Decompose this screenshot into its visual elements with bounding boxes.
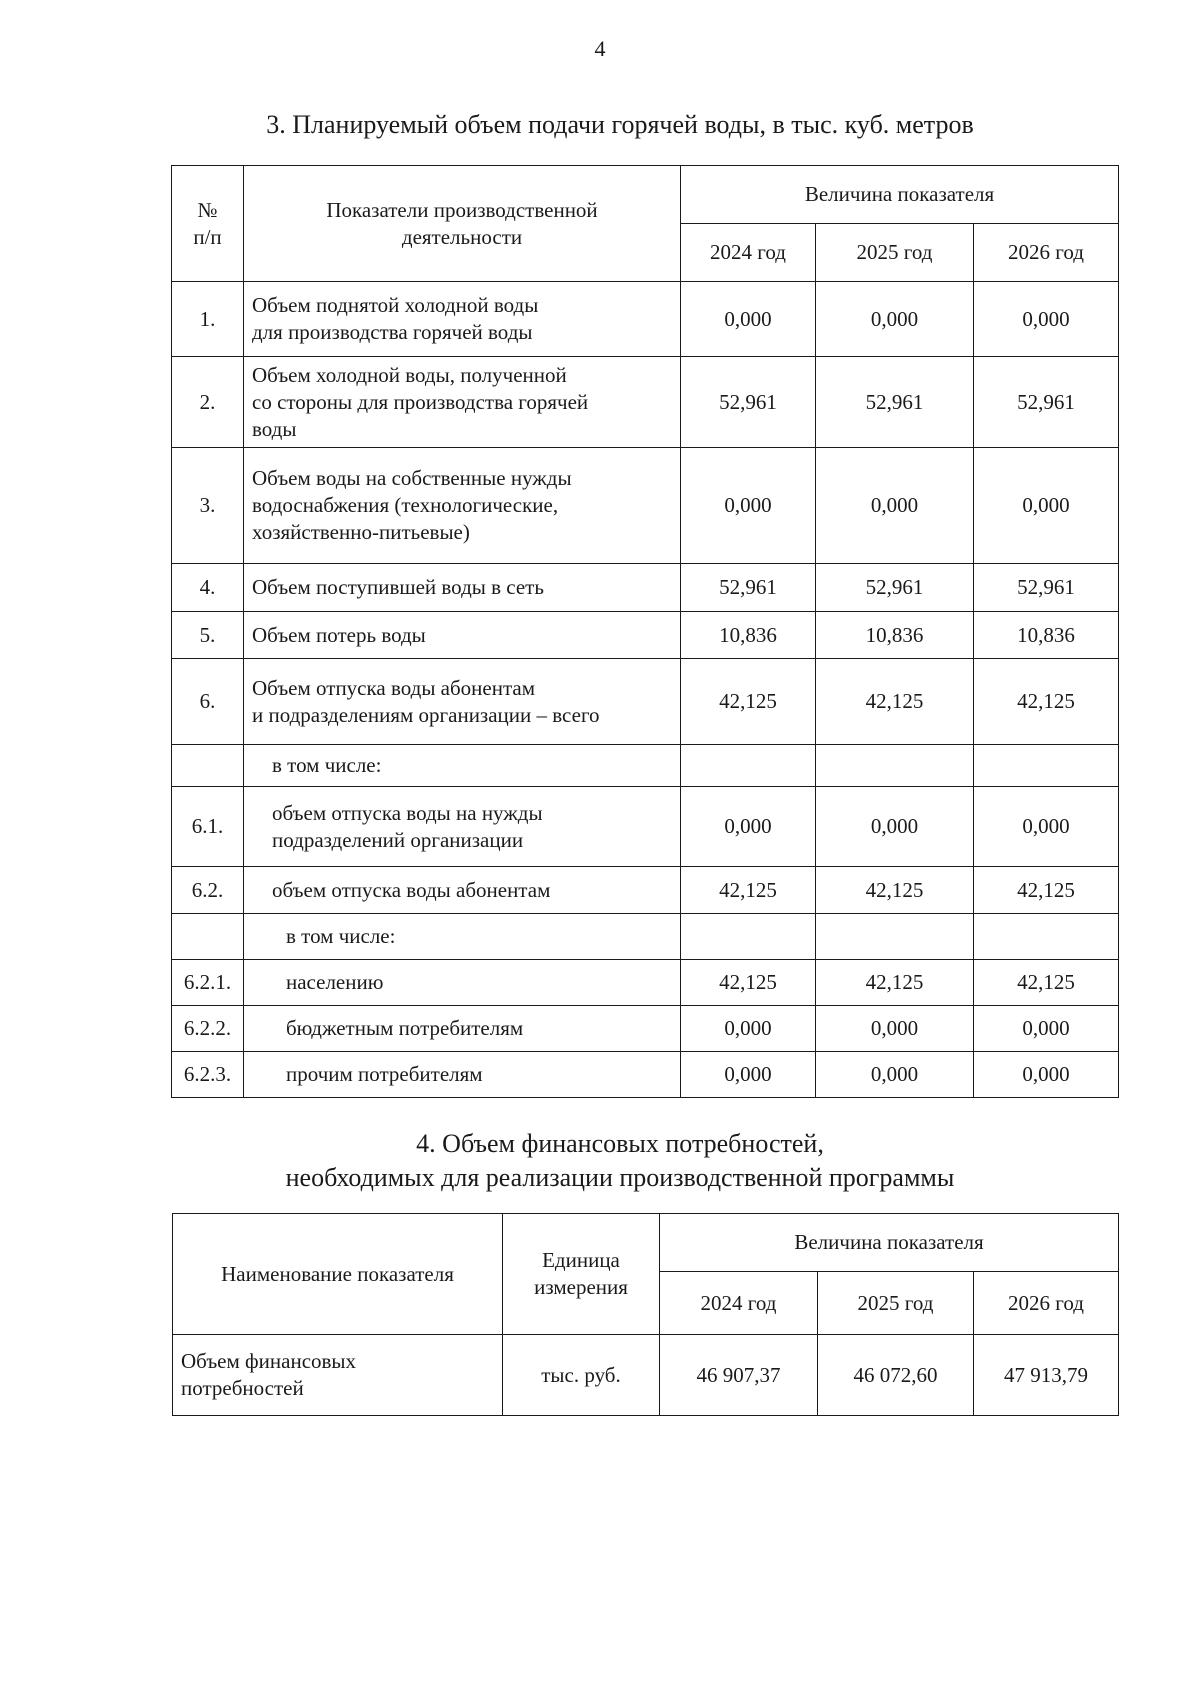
row-value: 0,000 bbox=[974, 1006, 1119, 1052]
header-year: 2025 год bbox=[816, 224, 974, 282]
table-row bbox=[172, 1006, 1119, 1052]
table-row bbox=[172, 448, 1119, 564]
header-name: Наименование показателя bbox=[173, 1214, 503, 1335]
row-value: 42,125 bbox=[681, 659, 816, 745]
row-num: 3. bbox=[172, 448, 244, 564]
header-unit: Единица измерения bbox=[503, 1214, 660, 1335]
row-value bbox=[816, 745, 974, 787]
row-label: бюджетным потребителям bbox=[244, 1006, 681, 1052]
row-num: 6. bbox=[172, 659, 244, 745]
row-label: в том числе: bbox=[244, 745, 681, 787]
section-4-title bbox=[20, 1127, 1200, 1195]
row-value: 52,961 bbox=[681, 357, 816, 448]
row-value: 0,000 bbox=[816, 448, 974, 564]
table-row bbox=[172, 612, 1119, 659]
row-num: 6.2.2. bbox=[172, 1006, 244, 1052]
row-num: 1. bbox=[172, 282, 244, 357]
row-value: 0,000 bbox=[681, 787, 816, 867]
header-num: № п/п bbox=[172, 166, 244, 282]
row-num: 5. bbox=[172, 612, 244, 659]
row-num: 6.2.3. bbox=[172, 1052, 244, 1098]
row-value: 52,961 bbox=[974, 357, 1119, 448]
row-value: 42,125 bbox=[974, 867, 1119, 914]
row-value: 42,125 bbox=[816, 960, 974, 1006]
table-row bbox=[172, 787, 1119, 867]
row-value: 0,000 bbox=[681, 448, 816, 564]
row-value: 0,000 bbox=[681, 1006, 816, 1052]
row-label: населению bbox=[244, 960, 681, 1006]
row-value: 0,000 bbox=[816, 787, 974, 867]
header-year: 2024 год bbox=[681, 224, 816, 282]
row-value: 46 072,60 bbox=[818, 1335, 974, 1416]
table-row bbox=[172, 745, 1119, 787]
row-value bbox=[974, 914, 1119, 960]
table-row bbox=[172, 867, 1119, 914]
table-row bbox=[173, 1335, 1119, 1416]
row-num: 6.2.1. bbox=[172, 960, 244, 1006]
row-num: 4. bbox=[172, 564, 244, 612]
row-unit: тыс. руб. bbox=[503, 1335, 660, 1416]
row-name: Объем финансовых потребностей bbox=[173, 1335, 503, 1416]
row-label: в том числе: bbox=[244, 914, 681, 960]
hot-water-volume-table bbox=[171, 165, 1119, 1098]
row-value: 42,125 bbox=[681, 960, 816, 1006]
header-value: Величина показателя bbox=[660, 1214, 1119, 1272]
row-num: 6.2. bbox=[172, 867, 244, 914]
row-value: 52,961 bbox=[816, 357, 974, 448]
row-label: объем отпуска воды на нужды подразделений организации bbox=[244, 787, 681, 867]
row-value: 10,836 bbox=[681, 612, 816, 659]
table-row bbox=[172, 564, 1119, 612]
row-value: 0,000 bbox=[974, 448, 1119, 564]
row-value bbox=[681, 745, 816, 787]
row-value: 0,000 bbox=[974, 787, 1119, 867]
row-label: Объем отпуска воды абонентам и подразделениям организации – всего bbox=[244, 659, 681, 745]
row-value: 42,125 bbox=[974, 960, 1119, 1006]
row-value: 0,000 bbox=[816, 1052, 974, 1098]
row-label: Объем холодной воды, полученной со стороны для производства горячей воды bbox=[244, 357, 681, 448]
section-3-title: 3. Планируемый объем подачи горячей воды, в тыс. куб. метров bbox=[266, 110, 974, 139]
table-row bbox=[172, 357, 1119, 448]
header-value: Величина показателя bbox=[681, 166, 1119, 224]
page-number: 4 bbox=[594, 36, 606, 61]
row-value: 42,125 bbox=[974, 659, 1119, 745]
row-label: Объем потерь воды bbox=[244, 612, 681, 659]
section-4-title-line1: 4. Объем финансовых потребностей, bbox=[416, 1129, 824, 1158]
header-indicator: Показатели производственной деятельности bbox=[244, 166, 681, 282]
row-value: 0,000 bbox=[816, 282, 974, 357]
row-value: 42,125 bbox=[681, 867, 816, 914]
row-value: 42,125 bbox=[816, 659, 974, 745]
row-num: 2. bbox=[172, 357, 244, 448]
header-year: 2024 год bbox=[660, 1272, 818, 1335]
row-label: Объем воды на собственные нужды водоснабжения (технологические, хозяйственно-питьевые) bbox=[244, 448, 681, 564]
table-row bbox=[172, 960, 1119, 1006]
row-value: 0,000 bbox=[974, 1052, 1119, 1098]
financial-needs-table bbox=[172, 1213, 1119, 1416]
row-num: 6.1. bbox=[172, 787, 244, 867]
header-year: 2025 год bbox=[818, 1272, 974, 1335]
row-value bbox=[816, 914, 974, 960]
row-value: 42,125 bbox=[816, 867, 974, 914]
row-label: Объем поступившей воды в сеть bbox=[244, 564, 681, 612]
row-num bbox=[172, 914, 244, 960]
row-label: Объем поднятой холодной воды для производства горячей воды bbox=[244, 282, 681, 357]
row-value: 10,836 bbox=[974, 612, 1119, 659]
table-row bbox=[172, 914, 1119, 960]
row-value: 10,836 bbox=[816, 612, 974, 659]
row-value: 52,961 bbox=[681, 564, 816, 612]
row-value: 52,961 bbox=[974, 564, 1119, 612]
table-row bbox=[172, 659, 1119, 745]
row-value: 0,000 bbox=[816, 1006, 974, 1052]
row-value: 47 913,79 bbox=[974, 1335, 1119, 1416]
table-row bbox=[172, 282, 1119, 357]
header-year: 2026 год bbox=[974, 1272, 1119, 1335]
row-label: прочим потребителям bbox=[244, 1052, 681, 1098]
row-label: объем отпуска воды абонентам bbox=[244, 867, 681, 914]
row-value bbox=[974, 745, 1119, 787]
row-num bbox=[172, 745, 244, 787]
row-value: 46 907,37 bbox=[660, 1335, 818, 1416]
row-value: 0,000 bbox=[681, 282, 816, 357]
row-value: 0,000 bbox=[974, 282, 1119, 357]
header-year: 2026 год bbox=[974, 224, 1119, 282]
row-value: 0,000 bbox=[681, 1052, 816, 1098]
row-value bbox=[681, 914, 816, 960]
table-row bbox=[172, 1052, 1119, 1098]
section-4-title-line2: необходимых для реализации производственной программы bbox=[285, 1163, 955, 1192]
row-value: 52,961 bbox=[816, 564, 974, 612]
